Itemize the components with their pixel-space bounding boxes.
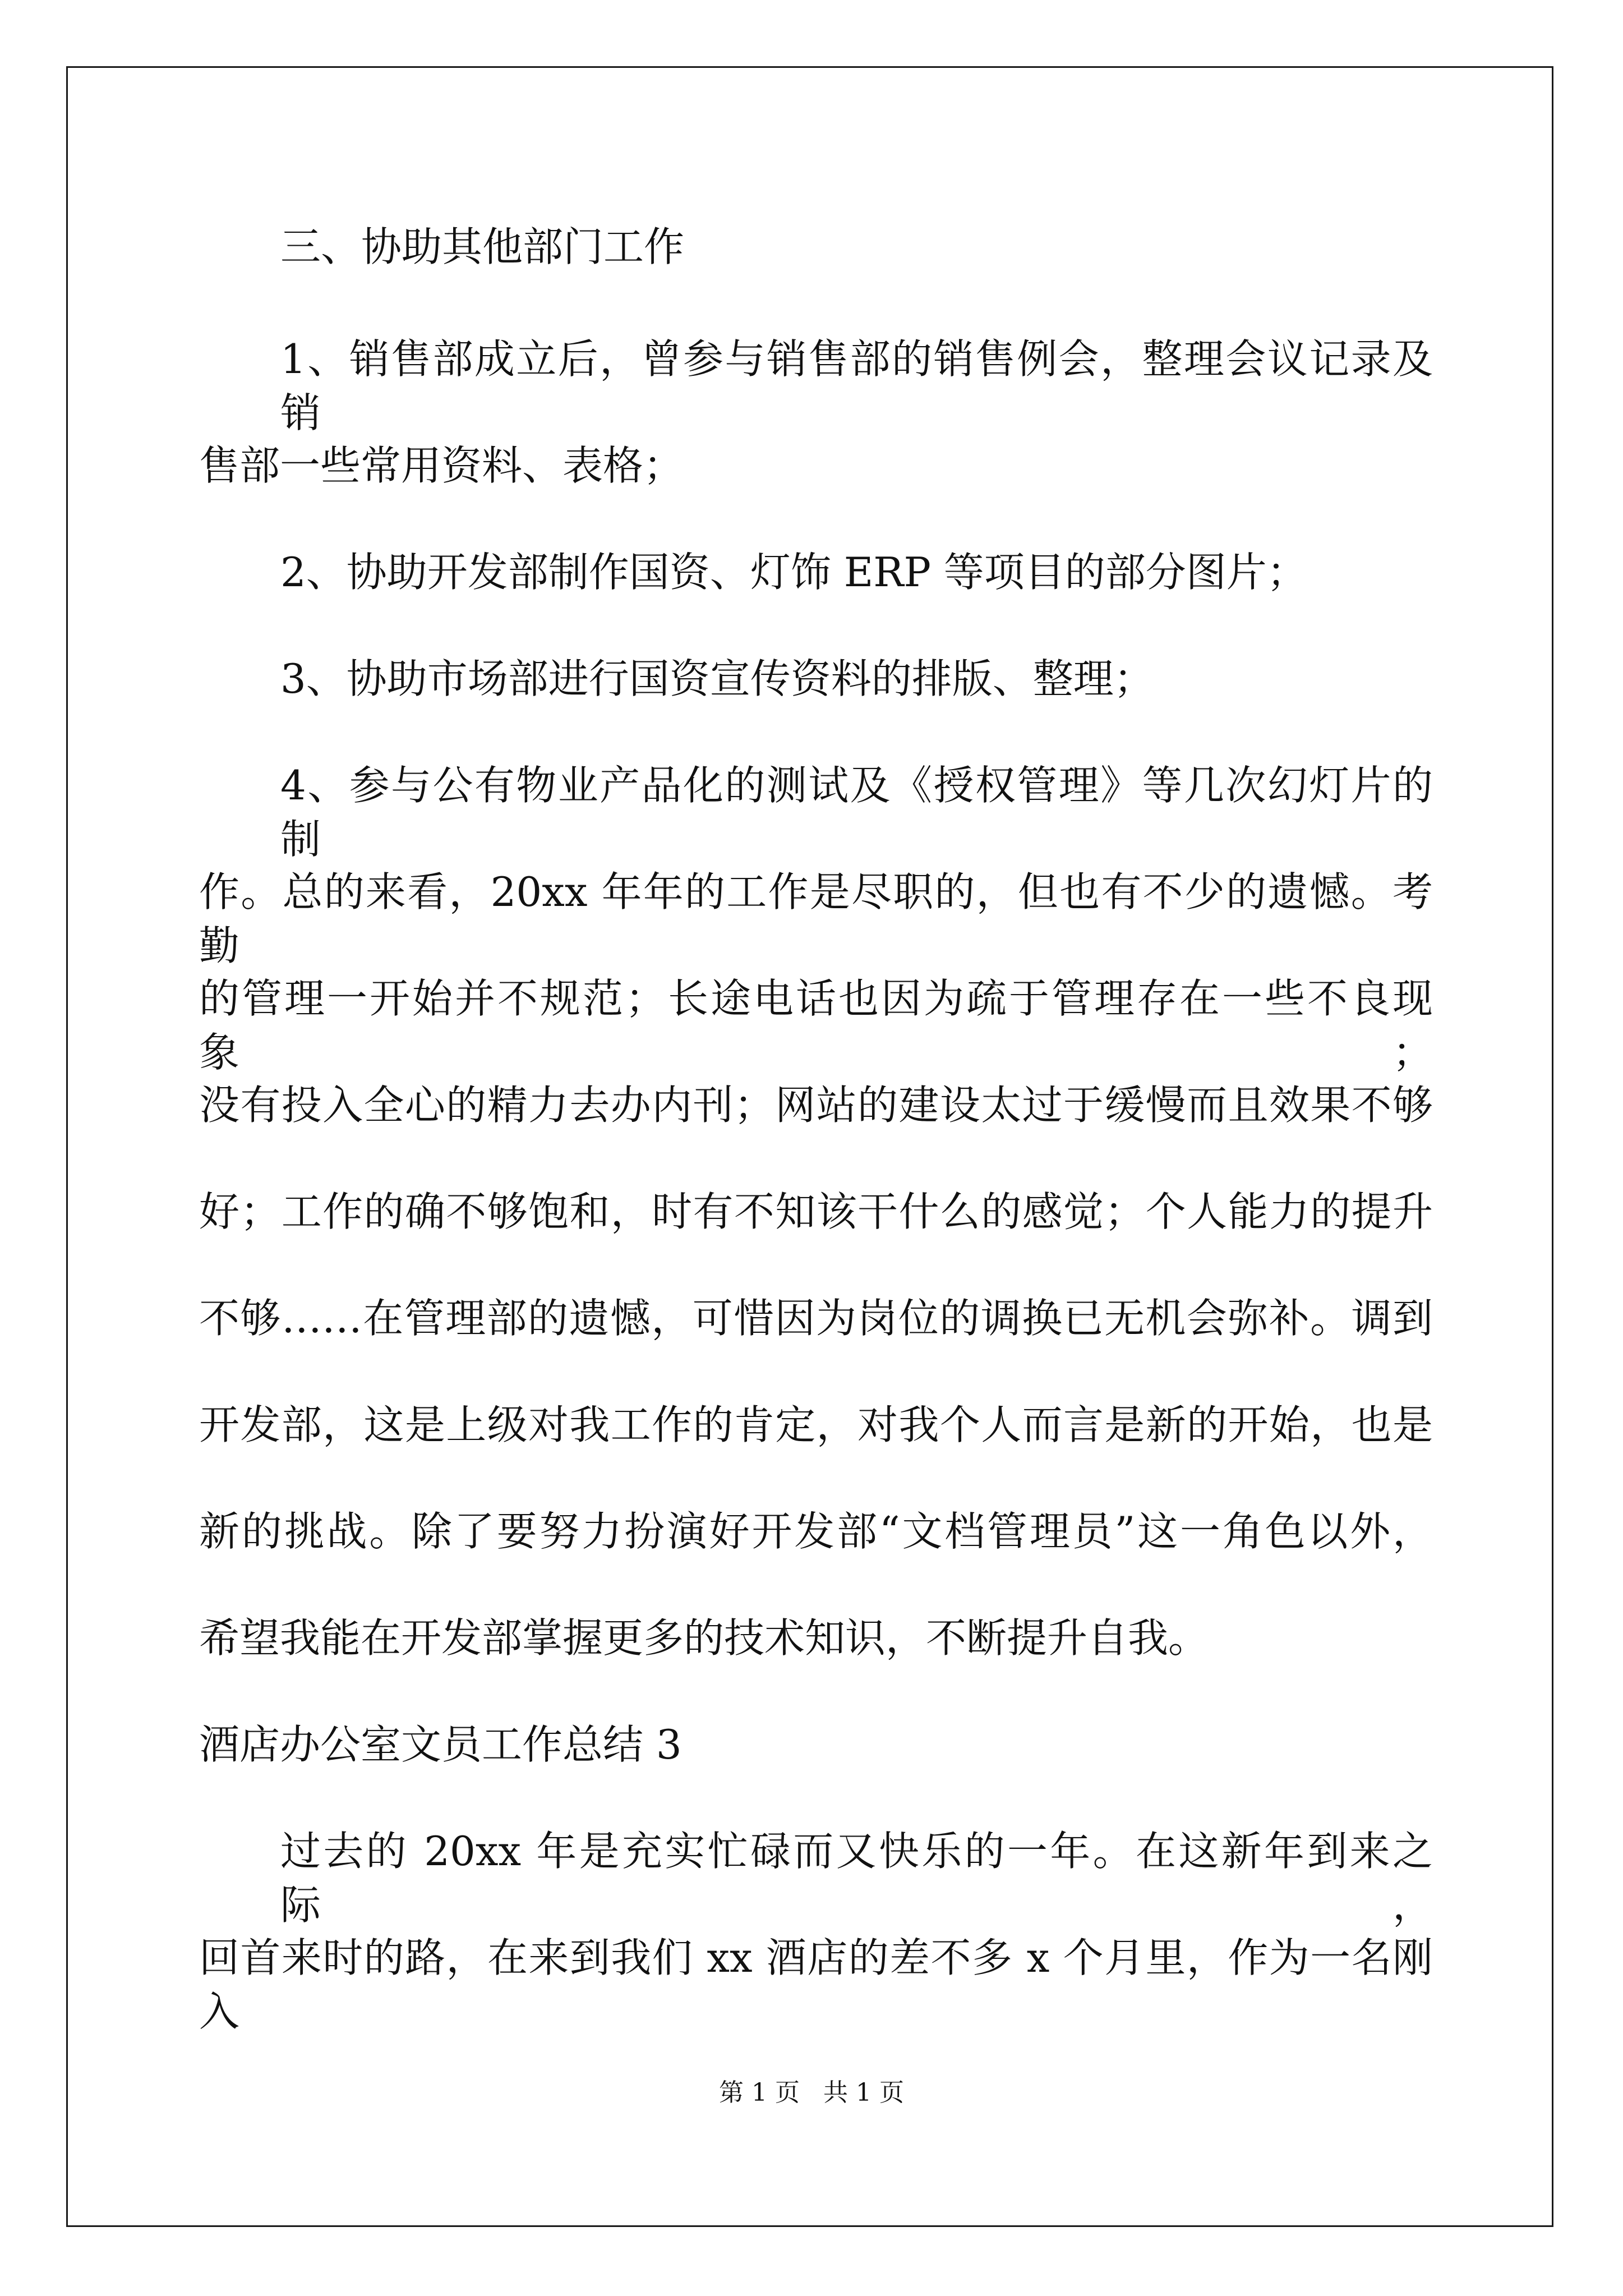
paragraph-line: 没有投入全心的精力去办内刊；网站的建设太过于缓慢而且效果不够 [199,1082,1433,1129]
paragraph-line: 希望我能在开发部掌握更多的技术知识，不断提升自我。 [199,1614,1209,1662]
paragraph-line: 的管理一开始并不规范；长途电话也因为疏于管理存在一些不良现象； [199,975,1433,1076]
paragraph-line: 开发部，这是上级对我工作的肯定，对我个人而言是新的开始，也是 [199,1401,1433,1448]
paragraph-line: 回首来时的路，在来到我们 xx 酒店的差不多 x 个月里，作为一名刚入 [199,1934,1433,2035]
paragraph-line: 1、销售部成立后，曾参与销售部的销售例会，整理会议记录及销 [280,335,1433,436]
paragraph-line: 售部一些常用资料、表格； [199,442,684,489]
section-title: 酒店办公室文员工作总结 3 [199,1721,682,1768]
paragraph-line: 作。总的来看，20xx 年年的工作是尽职的，但也有不少的遗憾。考勤 [199,868,1433,969]
paragraph-line: 过去的 20xx 年是充实忙碌而又快乐的一年。在这新年到来之际， [280,1828,1433,1929]
paragraph-line: 新的挑战。除了要努力扮演好开发部“文档管理员”这一角色以外， [199,1508,1433,1555]
section-heading: 三、协助其他部门工作 [280,223,685,270]
paragraph-line: 2、协助开发部制作国资、灯饰 ERP 等项目的部分图片； [280,549,1307,596]
page-footer: 第 1 页 共 1 页 [719,2078,904,2107]
paragraph-line: 4、参与公有物业产品化的测试及《授权管理》等几次幻灯片的制 [280,762,1433,863]
paragraph-line: 不够……在管理部的遗憾，可惜因为岗位的调换已无机会弥补。调到 [199,1295,1433,1342]
paragraph-line: 好；工作的确不够饱和，时有不知该干什么的感觉；个人能力的提升 [199,1188,1433,1235]
paragraph-line: 3、协助市场部进行国资宣传资料的排版、整理； [280,655,1154,702]
